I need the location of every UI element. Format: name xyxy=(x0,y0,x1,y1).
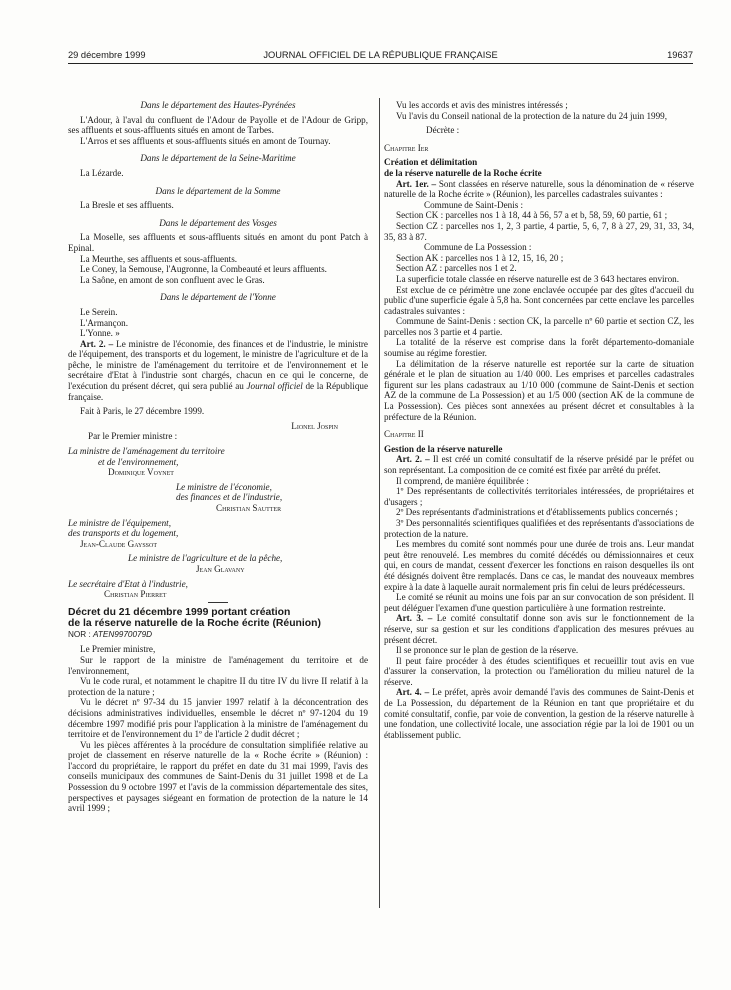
page-header xyxy=(68,50,693,64)
chapter-title: de la réserve naturelle de la Roche écrite xyxy=(384,167,542,178)
paragraph: La Lézarde. xyxy=(80,167,124,178)
paragraph: Section CK : parcelles nos 1 à 18, 44 à 56, 57 a et b, 58, 59, 60 partie, 61 ; xyxy=(396,210,668,221)
article-1-paragraph: Art. 1er. – Sont classées en réserve naturelle, sous la dénomination de « réserve naturelle de la Roche écrite » (Réunion), les parcelles cadastrales suivantes : xyxy=(384,178,694,200)
article-label: Art. 2. – xyxy=(396,454,430,465)
article-label: Art. 3. – xyxy=(396,613,433,624)
header-page-number: 19637 xyxy=(667,50,693,60)
paragraph: Le Serein. xyxy=(80,306,118,317)
paragraph: Le comité se réunit au moins une fois par an sur convocation de son président. Il peut déléguer l'examen d'une question particulière à une formation restreinte. xyxy=(384,592,694,613)
paragraph: La Meurthe, ses affluents et sous-affluents. xyxy=(80,253,238,264)
paragraph: Section CZ : parcelles nos 1, 2, 3 partie, 4 partie, 5, 6, 7, 8 à 27, 29, 31, 33, 34, 35, 83 à 87. xyxy=(384,220,694,242)
minister-title: des finances et de l'industrie, xyxy=(176,492,283,503)
date-place: Fait à Paris, le 27 décembre 1999. xyxy=(80,406,205,417)
paragraph: Sur le rapport de la ministre de l'aménagement du territoire et de l'environnement, xyxy=(68,654,368,676)
paragraph: La délimitation de la réserve naturelle est reportée sur la carte de situation générale et le plan de situation au 1/40 000. Les emprises et parcelles cadastrales figurent sur les plans cadastraux au 1/10 000 (commune de Saint-Denis et section AZ de la commune de La Possession) et au 1/5 000 (section AK de la commune de La Possession). Ces pièces sont annexées au présent décret et consultables à la préfecture de la Réunion. xyxy=(384,358,694,422)
paragraph: L'Arros et ses affluents et sous-affluents situés en amont de Tournay. xyxy=(80,135,331,146)
article-label: Art. 4. – xyxy=(396,687,430,698)
chapter-title: Gestion de la réserve naturelle xyxy=(384,443,503,454)
paragraph: L'Yonne. » xyxy=(80,328,120,339)
commune-heading: Commune de La Possession : xyxy=(424,242,532,253)
paragraph: Section AK : parcelles nos 1 à 12, 15, 16, 20 ; xyxy=(396,252,564,263)
paragraph: Le Premier ministre, xyxy=(80,644,156,655)
minister-title: des transports et du logement, xyxy=(68,528,179,539)
paragraph: Le Coney, la Semouse, l'Augronne, la Combeauté et leurs affluents. xyxy=(80,264,327,275)
paragraph: La superficie totale classée en réserve naturelle est de 3 643 hectares environ. xyxy=(396,273,679,284)
dept-heading: Dans le département des Vosges xyxy=(159,217,277,228)
article-4-paragraph: Art. 4. – Le préfet, après avoir demandé l'avis des communes de Saint-Denis et de La Possession, du département de la Réunion en tant que propriétaire et du comité consultatif, confie, par voie de convention, la gestion de la réserve naturelle à une fondation, une collectivité locale, une association régie par la loi de 1901 ou un établissement public. xyxy=(384,687,694,740)
paragraph: Vu les accords et avis des ministres intéressés ; xyxy=(396,100,568,110)
nor-reference: NOR : ATEN9970079D xyxy=(68,629,153,639)
paragraph: Est exclue de ce périmètre une zone enclavée occupée par des gîtes d'accueil du public d'une superficie égale à 5,8 ha. Sont concernées par cette enclave les parcelles cadastrales suivantes : xyxy=(384,284,694,316)
paragraph: La Saône, en amont de son confluent avec le Gras. xyxy=(80,274,265,285)
paragraph: Les membres du comité sont nommés pour une durée de trois ans. Leur mandat peut être renouvelé. Les membres du comité décédés ou démissionnaires et ceux qui, en cours de mandat, cessent d'exercer les fonctions en raison desquelles ils ont été désignés doivent être remplacés. Dans ce cas, le mandat des nouveaux membres expire à la date à laquelle aurait normalement pris fin celui de leurs prédécesseurs. xyxy=(384,539,694,592)
paragraph: Il peut faire procéder à des études scientifiques et recueillir tout avis en vue d'assurer la conservation, la protection ou l'amélioration du milieu naturel de la réserve. xyxy=(384,655,694,687)
header-journal-title: JOURNAL OFFICIEL DE LA RÉPUBLIQUE FRANÇAISE xyxy=(263,50,498,60)
paragraph: Vu le code rural, et notamment le chapitre II du titre IV du livre II relatif à la protection de la nature ; xyxy=(68,676,368,697)
dept-heading: Dans le département de l'Yonne xyxy=(160,292,276,303)
paragraph: Vu les pièces afférentes à la procédure de consultation simplifiée relative au projet de classement en réserve naturelle de la « Roche écrite » (Réunion) : l'accord du propriétaire, le rapport du préfet en date du 31 mai 1999, l'avis des conseils municipaux des communes de Saint-Denis du 31 juillet 1998 et de La Possession du 9 octobre 1997 et l'avis de la commission départementale des sites, perspectives et paysages siégeant en formation de protection de la nature le 14 avril 1999 ; xyxy=(68,739,368,814)
paragraph: Vu le décret nº 97-34 du 15 janvier 1997 relatif à la déconcentration des décisions administratives individuelles, ensemble le décret nº 97-1204 du 19 décembre 1997 modifié pris pour l'application à la ministre de l'aménagement du territoire et de l'environnement du 1º de l'article 2 dudit décret ; xyxy=(68,697,368,740)
minister-title: Le ministre de l'équipement, xyxy=(68,517,171,528)
paragraph: La totalité de la réserve est comprise dans la forêt départemento-domaniale soumise au régime forestier. xyxy=(384,337,694,359)
decree-title: Décret du 21 décembre 1999 portant création xyxy=(68,606,291,618)
article-label: Art. 2. – xyxy=(80,338,114,349)
list-item: 3º Des personnalités scientifiques qualifiées et des représentants d'associations de protection de la nature. xyxy=(384,517,694,539)
list-item: 2º Des représentants d'administrations et d'établissements publics concernés ; xyxy=(396,507,678,518)
paragraph: Vu l'avis du Conseil national de la protection de la nature du 24 juin 1999, xyxy=(396,110,667,121)
minister-name: Jean Glavany xyxy=(196,563,245,574)
paragraph: Il se prononce sur le plan de gestion de la réserve. xyxy=(396,645,579,656)
decree-title: de la réserve naturelle de la Roche écrite (Réunion) xyxy=(68,618,321,630)
paragraph: Il comprend, de manière équilibrée : xyxy=(396,475,529,486)
signature-pm: Lionel Jospin xyxy=(291,420,338,431)
article-2-paragraph: Art. 2. – Il est créé un comité consultatif de la réserve présidé par le préfet ou son représentant. La composition de ce comité est fixée par arrêté du préfet. xyxy=(384,454,694,475)
paragraph: La Bresle et ses affluents. xyxy=(80,200,174,211)
list-item: 1º Des représentants de collectivités territoriales intéressées, de propriétaires et d'usagers ; xyxy=(384,486,694,507)
minister-title: Le secrétaire d'Etat à l'industrie, xyxy=(68,578,188,589)
paragraph: Commune de Saint-Denis : section CK, la parcelle nº 60 partie et section CZ, les parcelles nos 3 partie et 4 partie. xyxy=(384,316,694,337)
minister-name: Dominique Voynet xyxy=(108,467,174,478)
paragraph: Section AZ : parcelles nos 1 et 2. xyxy=(396,263,517,274)
paragraph: L'Adour, à l'aval du confluent de l'Adour de Payolle et de l'Adour de Gripp, ses affluents et sous-affluents situés en amont de Tarbes. xyxy=(68,114,368,136)
chapter-label: Chapitre Ier xyxy=(384,142,429,153)
right-column xyxy=(384,100,694,740)
header-date: 29 décembre 1999 xyxy=(68,50,146,60)
paragraph: La Moselle, ses affluents et sous-affluents situés en amont du pont Patch à Epinal. xyxy=(68,232,368,253)
minister-title: La ministre de l'aménagement du territoire xyxy=(68,446,225,457)
column-divider xyxy=(379,98,380,908)
chapter-title: Création et délimitation xyxy=(384,157,478,168)
decrete: Décrète : xyxy=(426,125,460,136)
minister-name: Christian Sautter xyxy=(216,503,282,513)
dept-heading: Dans le département des Hautes-Pyrénées xyxy=(140,100,296,110)
minister-name: Jean-Claude Gayssot xyxy=(80,538,157,549)
par-le-premier-ministre: Par le Premier ministre : xyxy=(88,431,178,442)
left-column xyxy=(68,100,368,814)
article-label: Art. 1er. – xyxy=(396,178,437,189)
minister-title: et de l'environnement, xyxy=(98,456,179,467)
commune-heading: Commune de Saint-Denis : xyxy=(424,199,524,210)
minister-title: Le ministre de l'agriculture et de la pêche, xyxy=(128,553,283,564)
header-rule xyxy=(68,63,693,64)
dept-heading: Dans le département de la Seine-Maritime xyxy=(140,153,296,164)
article-3-paragraph: Art. 3. – Le comité consultatif donne son avis sur le fonctionnement de la réserve, sur sa gestion et sur les conditions d'application des mesures prévues au présent décret. xyxy=(384,613,694,645)
minister-title: Le ministre de l'économie, xyxy=(176,481,272,492)
chapter-label: Chapitre II xyxy=(384,429,424,440)
minister-name: Christian Pierret xyxy=(104,589,167,600)
dept-heading: Dans le département de la Somme xyxy=(155,185,281,196)
paragraph: L'Armançon. xyxy=(80,317,129,328)
article-2-paragraph: Art. 2. – Le ministre de l'économie, des finances et de l'industrie, le ministre de l'équipement, des transports et du logement, le ministre de l'agriculture et de la pêche, le ministre de l'aménagement du territoire et de l'environnement et le secrétaire d'Etat à l'industrie sont chargés, chacun en ce qui le concerne, de l'exécution du présent décret, qui sera publié au Journal officiel de la République française. xyxy=(68,338,368,402)
